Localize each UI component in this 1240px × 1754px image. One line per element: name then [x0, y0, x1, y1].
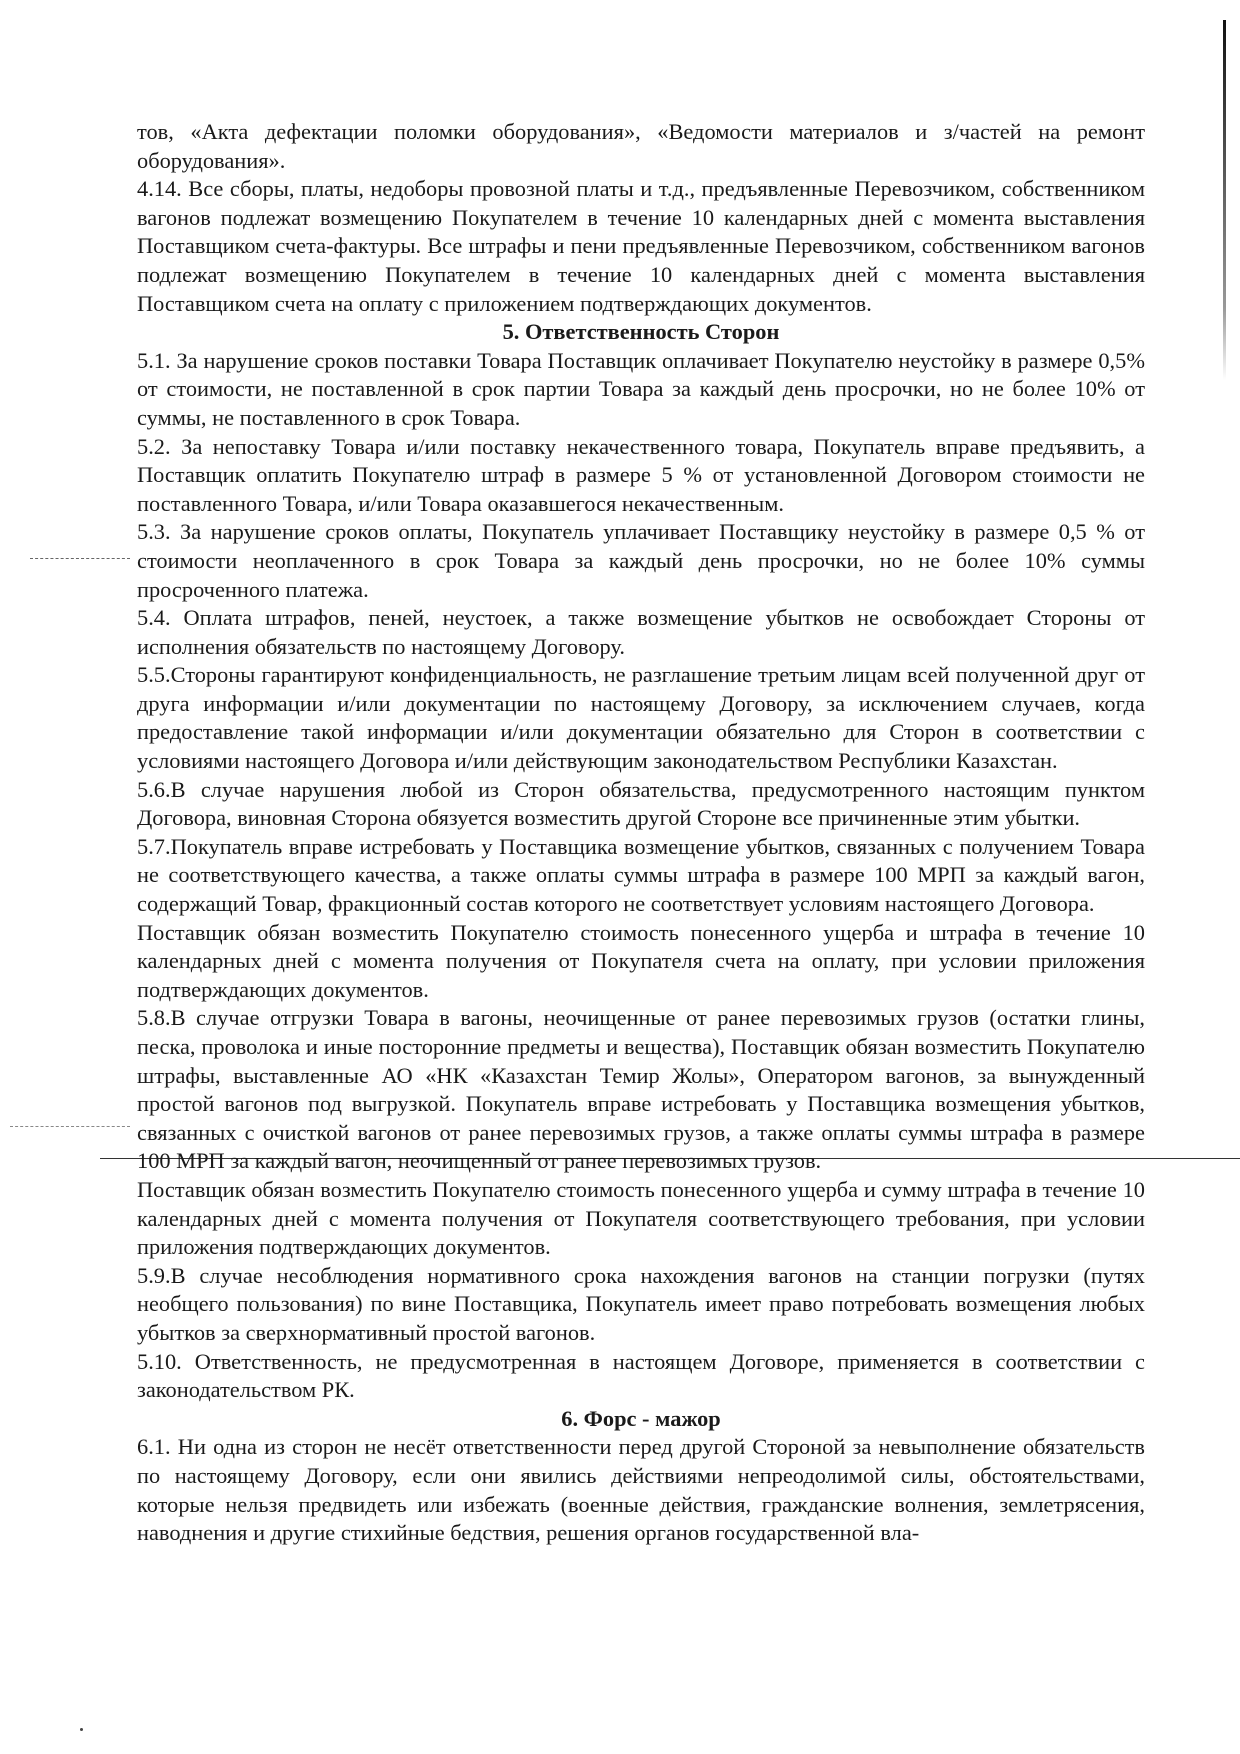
paragraph-5-7: 5.7.Покупатель вправе истребовать у Поставщика возмещение убытков, связанных с получением Товара не соответствующего качества, а также оплаты суммы штрафа в размере 100 МРП за каждый вагон, содержащий Товар, фракционный состав которого не соответствует условиям настоящего Договора.: [137, 833, 1145, 917]
paragraph-4-14: 4.14. Все сборы, платы, недоборы провозной платы и т.д., предъявленные Перевозчиком, собственником вагонов подлежат возмещению Покупателем в течение 10 календарных дней с момента выставления Поставщиком счета-фактуры. Все штрафы и пени предъявленные Перевозчиком, собственником вагонов подлежат возмещению Покупателем в течение 10 календарных дней с момента выставления Поставщиком счета на оплату с приложением подтверждающих документов.: [137, 176, 1145, 316]
paragraph-5-10: 5.10. Ответственность, не предусмотренная в настоящем Договоре, применяется в соответствии с законодательством РК.: [137, 1348, 1145, 1403]
section-heading-6: 6. Форс - мажор: [561, 1405, 721, 1431]
scan-artifact-dash: [30, 558, 130, 559]
paragraph-6-1: 6.1. Ни одна из сторон не несёт ответственности перед другой Стороной за невыполнение обязательств по настоящему Договору, если они явились действиями непреодолимой силы, обстоятельствами, которые нельзя предвидеть или избежать (военные действия, гражданские волнения, землетрясения, наводнения и другие стихийные бедствия, решения органов государственной вла-: [137, 1434, 1145, 1546]
paragraph-5-7-continued: Поставщик обязан возместить Покупателю стоимость понесенного ущерба и штрафа в течение 10 календарных дней с момента получения от Покупателя счета на оплату, при условии приложения подтверждающих документов.: [137, 919, 1145, 1002]
paragraph-5-2: 5.2. За непоставку Товара и/или поставку некачественного товара, Покупатель вправе предъявить, а Поставщик оплатить Покупателю штраф в размере 5 % от установленной Договором стоимости не поставленного Товара, и/или Товара оказавшегося некачественным.: [137, 433, 1145, 516]
paragraph-5-8: 5.8.В случае отгрузки Товара в вагоны, неочищенные от ранее перевозимых грузов (остатки глины, песка, проволока и иные посторонние предметы и вещества), Поставщик обязан возместить Покупателю штрафы, выставленные АО «НК «Казахстан Темир Жолы», Оператором вагонов, за вынужденный простой вагонов под выгрузкой. Покупатель вправе истребовать у Поставщика возмещения убытков, связанных с очисткой вагонов от ранее перевозимых грузов, а также оплаты суммы штрафа в размере 100 МРП за каждый вагон, неочищенный от ранее перевозимых грузов.: [137, 1005, 1145, 1174]
paragraph-5-9: 5.9.В случае несоблюдения нормативного срока нахождения вагонов на станции погрузки (путях необщего пользования) по вине Поставщика, Покупатель имеет право потребовать возмещения любых убытков за сверхнормативный простой вагонов.: [137, 1262, 1145, 1345]
paragraph-5-4: 5.4. Оплата штрафов, пеней, неустоек, а также возмещение убытков не освобождает Стороны от исполнения обязательств по настоящему Договору.: [137, 605, 1145, 659]
section-heading-5: 5. Ответственность Сторон: [502, 319, 780, 345]
paragraph-5-5: 5.5.Стороны гарантируют конфиденциальность, не разглашение третьим лицам всей полученной друг от друга информации и/или документации по настоящему Договору, за исключением случаев, когда предоставление такой информации и/или документации обязательно для Сторон в соответствии с условиями настоящего Договора и/или действующим законодательством Республики Казахстан.: [137, 662, 1145, 774]
scan-artifact-dash: [10, 1126, 130, 1127]
scan-speck: [80, 1728, 83, 1731]
paragraph: тов, «Акта дефектации поломки оборудования», «Ведомости материалов и з/частей на ремонт оборудования».: [137, 119, 1145, 173]
paragraph-5-1: 5.1. За нарушение сроков поставки Товара Поставщик оплачивает Покупателю неустойку в размере 0,5% от стоимости, не поставленной в срок партии Товара за каждый день просрочки, но не более 10% от суммы, не поставленного в срок Товара.: [137, 347, 1145, 430]
paragraph-5-3: 5.3. За нарушение сроков оплаты, Покупатель уплачивает Поставщику неустойку в размере 0,5 % от стоимости неоплаченного в срок Товара за каждый день просрочки, но не более 10% суммы просроченного платежа.: [137, 519, 1145, 602]
paragraph-5-6: 5.6.В случае нарушения любой из Сторон обязательства, предусмотренного настоящим пунктом Договора, виновная Сторона обязуется возместить другой Стороне все причиненные этим убытки.: [137, 776, 1145, 831]
paragraph-5-8-continued: Поставщик обязан возместить Покупателю стоимость понесенного ущерба и сумму штрафа в течение 10 календарных дней с момента получения от Покупателя соответствующего требования, при условии приложения подтверждающих документов.: [137, 1176, 1145, 1260]
document-body: [137, 118, 1145, 1548]
scan-edge-mark: [1223, 20, 1226, 380]
